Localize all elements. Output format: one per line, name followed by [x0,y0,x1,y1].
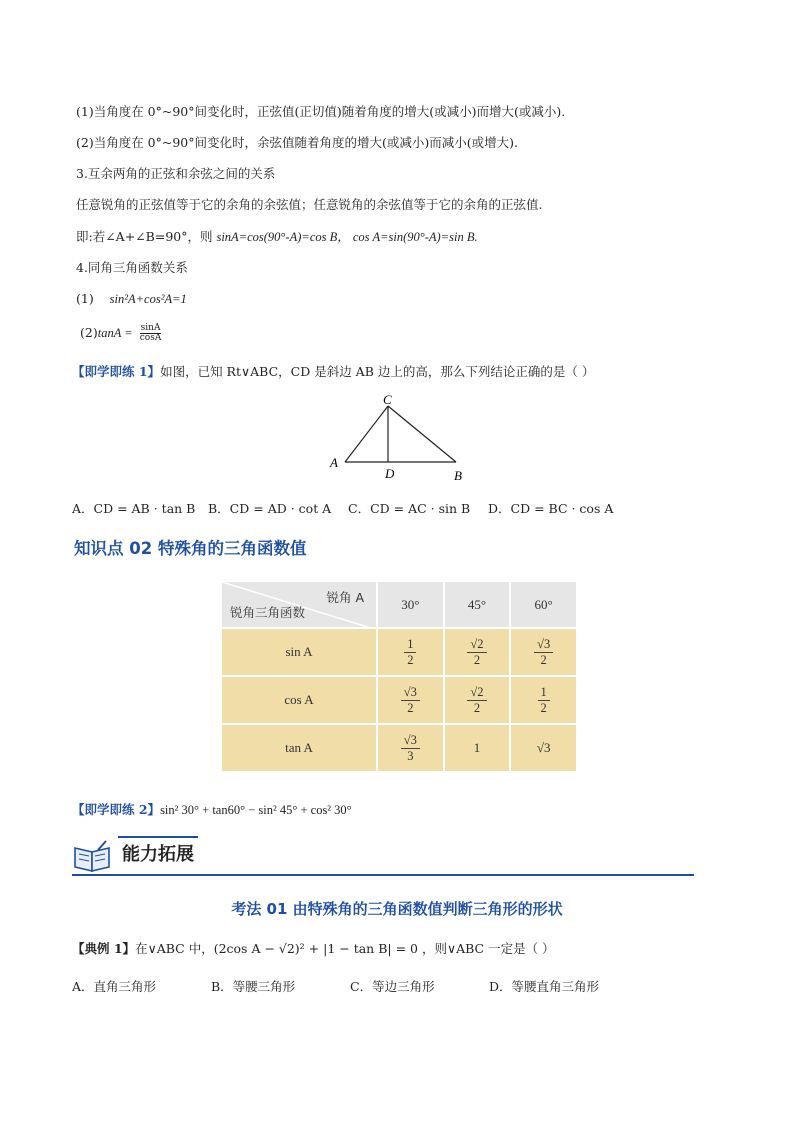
identity-1-label: (1) [76,291,94,306]
text-line-6: 4.同角三角函数关系 [76,260,188,275]
practice-1-options [72,499,613,517]
header-underline [72,874,694,876]
cos-45-den: 2 [473,701,481,715]
cos-45-num: √2 [467,685,486,701]
practice-2-expression: sin² 30° + tan60° − sin² 45° + cos² 30° [160,803,352,817]
fraction-numerator: sinA [140,323,161,333]
corner-angle-label: 锐角 A [326,590,364,605]
example-1-options [72,977,599,995]
practice-1-text: 如图，已知 Rt∨ABC，CD 是斜边 AB 边上的高，那么下列结论正确的是（ ） [160,364,595,379]
practice-1-question [72,364,594,380]
sin-60-den: 2 [540,653,547,667]
text-line-5-prefix: 即:若∠A+∠B=90°，则 [76,229,217,244]
right-triangle-diagram [320,392,480,484]
sin-30-num: 1 [404,637,416,653]
text-line-4: 任意锐角的正弦值等于它的余角的余弦值；任意锐角的余弦值等于它的余角的正弦值. [76,197,543,212]
angle-header-45: 45° [444,581,511,628]
sin-60-num: √3 [534,637,553,653]
text-line-3: 3.互余两角的正弦和余弦之间的关系 [76,166,276,181]
cos-45 [444,676,511,724]
vertex-label-a: A [330,455,338,470]
text-line-7 [76,291,187,307]
fn-label-tan: tan A [221,724,377,772]
ability-section-header [72,834,694,876]
tan-45: 1 [444,724,511,772]
book-icon [72,838,114,874]
fraction-denominator: cosA [139,333,162,343]
angle-header-60: 60° [510,581,577,628]
text-line-1: (1)当角度在 0°~90°间变化时，正弦值(正切值)随着角度的增大(或减小)而增大(或减小). [76,104,566,119]
example-1-text: 在∨ABC 中，(2cos A − √2)² + |1 − tan B| = 0 ，则∨ABC 一定是（ ） [135,941,555,956]
fn-label-cos: cos A [221,676,377,724]
practice-2-question [72,802,352,818]
angle-header-30: 30° [377,581,444,628]
option-d[interactable]: D．CD = BC · cos A [488,501,614,516]
tan-30 [377,724,444,772]
sin-over-cos-fraction [140,324,162,343]
cos-30-num: √3 [401,685,420,701]
sin-45-num: √2 [467,637,486,653]
option-c[interactable]: C．CD = AC · sin B [348,501,471,516]
text-line-2: (2)当角度在 0°~90°间变化时，余弦值随着角度的增大(或减小)而减小(或增大). [76,135,518,150]
option-c[interactable]: C．等边三角形 [350,979,435,994]
corner-function-label: 锐角三角函数 [230,605,306,620]
kaofa-title: 考法 01 由特殊角的三角函数值判断三角形的形状 [231,900,563,918]
sin-45 [444,628,511,676]
fn-label-sin: sin A [221,628,377,676]
sin-30 [377,628,444,676]
tan-30-den: 3 [407,749,414,763]
special-angle-table [220,580,578,773]
ability-title: 能力拓展 [122,844,194,865]
example-1-label: 【典例 1】 [72,941,136,956]
section-title-special-angles: 知识点 02 特殊角的三角函数值 [74,539,307,558]
identity-2-formula: tanA = [97,326,133,340]
vertex-label-d: D [385,466,395,481]
cos-60-den: 2 [540,701,547,715]
option-b[interactable]: B．等腰三角形 [211,979,296,994]
cos-30 [377,676,444,724]
complementary-formula: sinA=cos(90°-A)=cos B， cos A=sin(90°-A)=sin B. [216,230,478,244]
tan-30-num: √3 [401,733,420,749]
sin-30-den: 2 [407,653,414,667]
identity-1-formula: sin²A+cos²A=1 [109,292,187,306]
sin-60 [510,628,577,676]
option-b[interactable]: B．CD = AD · cot A [208,501,332,516]
text-line-8 [80,324,161,343]
option-d[interactable]: D．等腰直角三角形 [489,979,600,994]
table-corner-cell [221,581,377,628]
practice-1-label: 【即学即练 1】 [72,364,161,379]
vertex-label-c: C [383,392,392,407]
option-a[interactable]: A．CD = AB · tan B [72,501,196,516]
cos-60 [510,676,577,724]
cos-30-den: 2 [407,701,414,715]
vertex-label-b: B [454,468,462,483]
text-line-5 [76,229,478,245]
header-accent-line [118,836,198,838]
sin-45-den: 2 [473,653,481,667]
example-1-question [72,941,555,957]
cos-60-num: 1 [538,685,550,701]
option-a[interactable]: A．直角三角形 [72,979,157,994]
practice-2-label: 【即学即练 2】 [72,802,161,817]
identity-2-label: (2) [80,325,98,340]
tan-60: √3 [510,724,577,772]
